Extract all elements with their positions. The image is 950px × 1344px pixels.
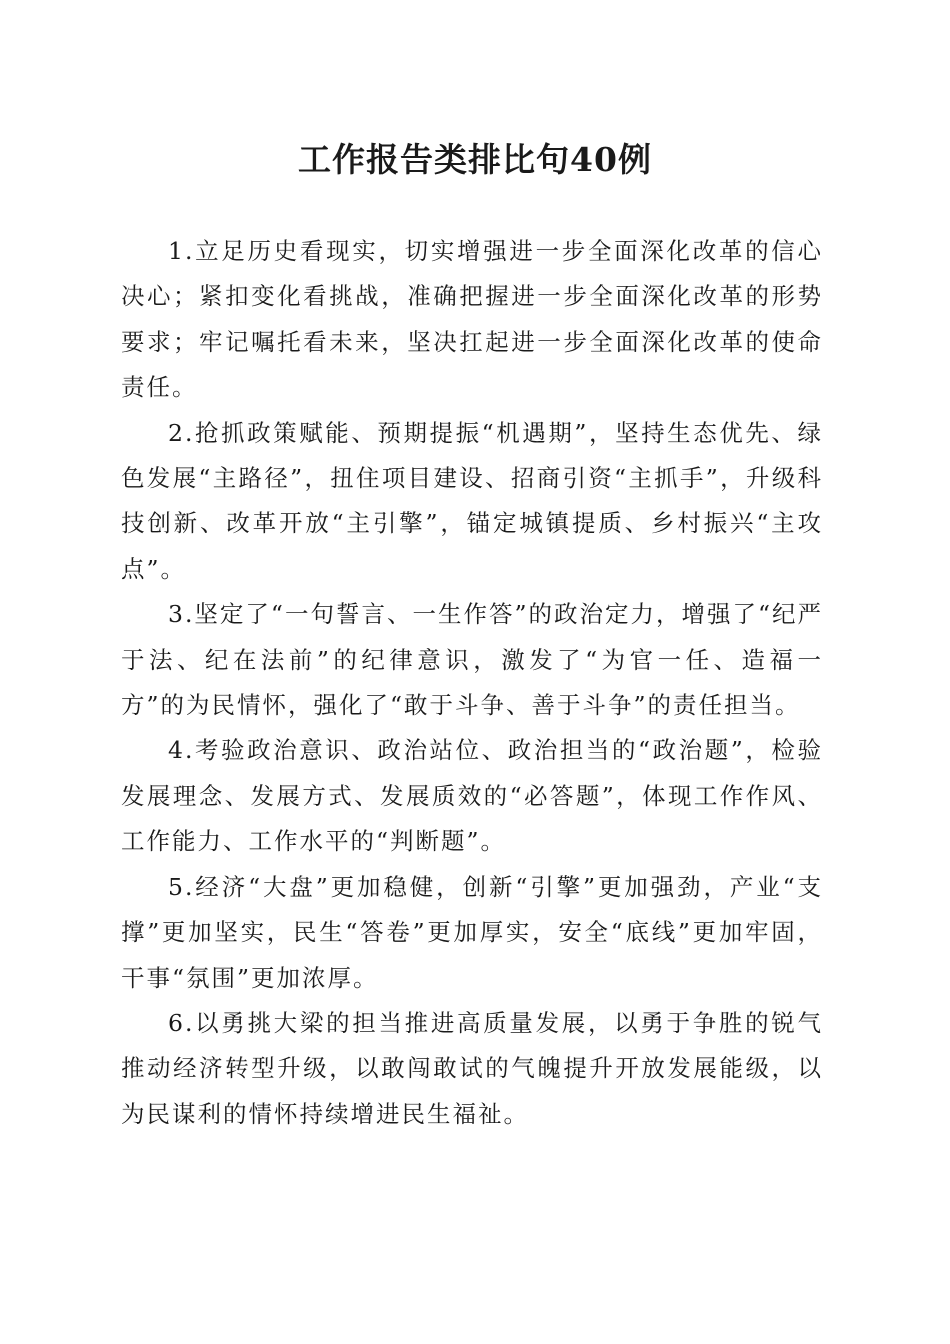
- document-body: [121, 229, 823, 1137]
- paragraph-6: 6.以勇挑大梁的担当推进高质量发展，以勇于争胜的锐气推动经济转型升级，以敢闯敢试的气魄提升开放发展能级，以为民谋利的情怀持续增进民生福祉。: [121, 1008, 823, 1128]
- paragraph-4: 4.考验政治意识、政治站位、政治担当的“政治题”，检验发展理念、发展方式、发展质效的“必答题”，体现工作作风、工作能力、工作水平的“判断题”。: [121, 736, 823, 856]
- paragraph-1: 1.立足历史看现实，切实增强进一步全面深化改革的信心决心；紧扣变化看挑战，准确把握进一步全面深化改革的形势要求；牢记嘱托看未来，坚决扛起进一步全面深化改革的使命责任。: [121, 237, 823, 402]
- paragraph-3: 3.坚定了“一句誓言、一生作答”的政治定力，增强了“纪严于法、纪在法前”的纪律意识，激发了“为官一任、造福一方”的为民情怀，强化了“敢于斗争、善于斗争”的责任担当。: [121, 600, 823, 720]
- paragraph-2: 2.抢抓政策赋能、预期提振“机遇期”，坚持生态优先、绿色发展“主路径”，扭住项目建设、招商引资“主抓手”，升级科技创新、改革开放“主引擎”，锚定城镇提质、乡村振兴“主攻点”。: [121, 418, 823, 583]
- paragraph-5: 5.经济“大盘”更加稳健，创新“引擎”更加强劲，产业“支撑”更加坚实，民生“答卷”更加厚实，安全“底线”更加牢固，干事“氛围”更加浓厚。: [121, 872, 823, 992]
- page-title: 工作报告类排比句40例: [298, 140, 652, 179]
